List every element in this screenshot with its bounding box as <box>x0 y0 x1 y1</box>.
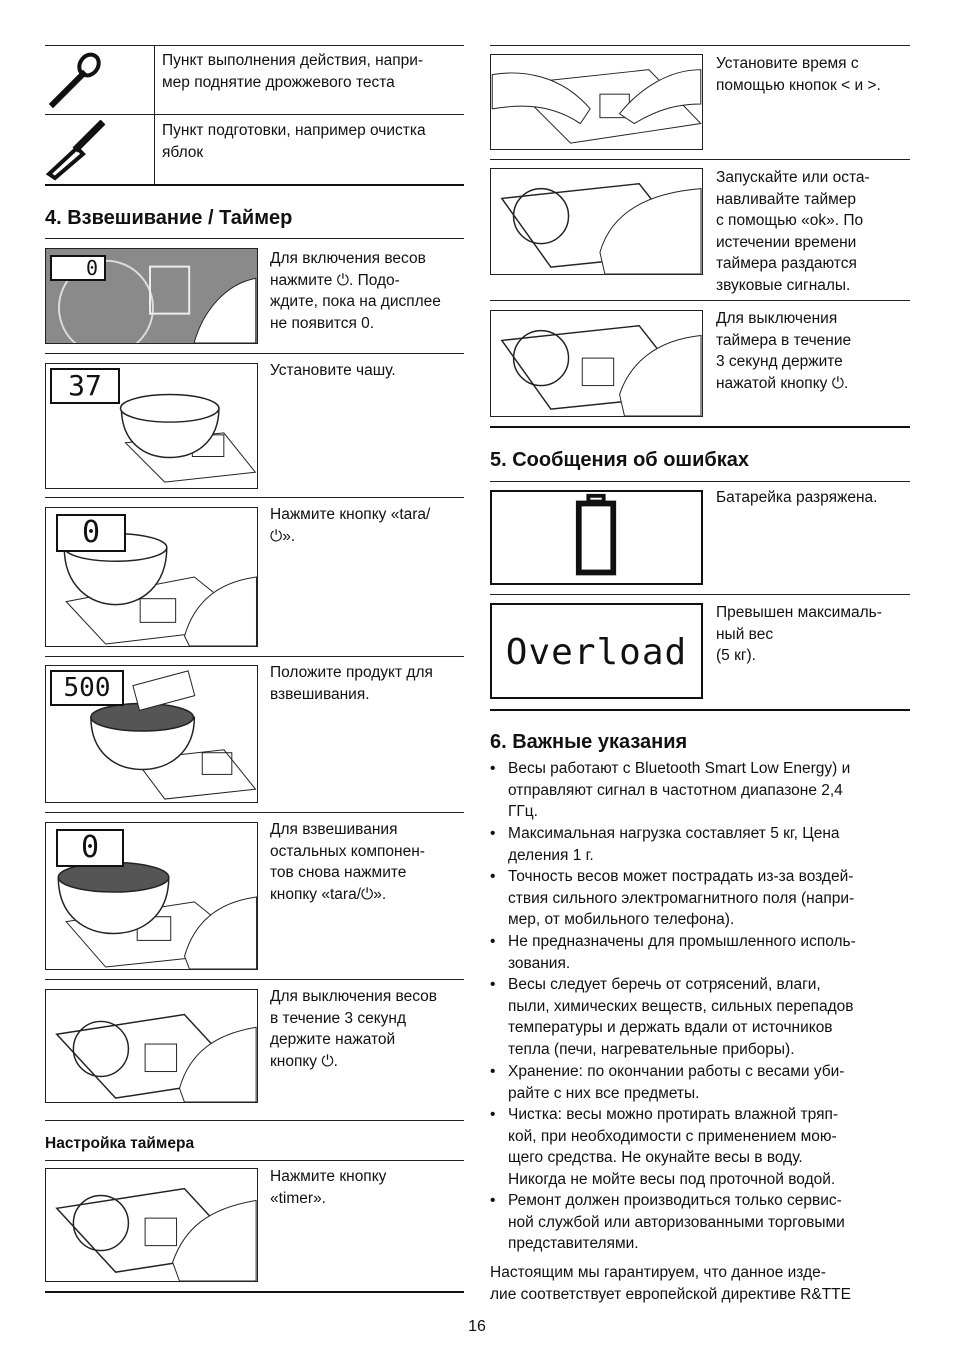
step-text: Установите чашу. <box>270 362 396 379</box>
bullet-item: • Чистка: весы можно протирать влажной тряп- кой, при необходимости с применением мою- щего средства. Не окунайте весы в воду. Никогда не мойте весы под проточной водой. <box>490 1106 839 1188</box>
step-text: Положите продукт для взвешивания. <box>270 664 433 703</box>
step-image-add-product <box>45 665 258 803</box>
bullet-item: • Максимальная нагрузка составляет 5 кг, Цена деления 1 г. <box>490 825 840 864</box>
lcd-display: 37 <box>50 368 120 404</box>
legend-text-prep: Пункт подготовки, например очистка яблок <box>162 122 426 161</box>
step-text: Для выключения весов в течение 3 секунд держите нажатой кнопку ⏻. <box>270 988 437 1070</box>
step-image-bowl <box>45 363 258 489</box>
lcd-display: 500 <box>50 670 124 706</box>
page-number: 16 <box>468 1318 486 1335</box>
error-text-battery: Батарейка разряжена. <box>716 489 878 506</box>
step-image-stop-timer <box>490 310 703 417</box>
lcd-display: 0 <box>56 829 124 867</box>
section4-title: 4. Взвешивание / Таймер <box>45 207 293 229</box>
bullet-item: • Хранение: по окончании работы с весами уби- райте с них все предметы. <box>490 1063 845 1102</box>
step-image-tara <box>45 507 258 647</box>
step-text: Для взвешивания остальных компонен- тов снова нажмите кнопку «tara/⏻». <box>270 821 425 903</box>
step-text: Нажмите кнопку «timer». <box>270 1168 387 1207</box>
step-text: Для включения весов нажмите ⏻. Подо- ждите, пока на дисплее не появится 0. <box>270 250 441 332</box>
legend-text-action: Пункт выполнения действия, напри- мер поднятие дрожжевого теста <box>162 52 424 91</box>
right-step-text: Установите время с помощью кнопок < и >. <box>716 55 881 94</box>
bullet-item: • Весы работают с Bluetooth Smart Low Energy) и отправляют сигнал в частотном диапазоне 2,4 ГГц. <box>490 760 851 820</box>
knife-icon <box>45 120 107 182</box>
declaration-text: Настоящим мы гарантируем, что данное изде- лие соответствует европейской директиве R&TTE <box>490 1264 851 1303</box>
step-image-set-time <box>490 54 703 150</box>
step-image-start-timer <box>490 168 703 275</box>
step-image-tara-again <box>45 822 258 970</box>
right-step-text: Для выключения таймера в течение 3 секунд держите нажатой кнопку ⏻. <box>716 310 852 392</box>
timer-subtitle: Настройка таймера <box>45 1135 195 1152</box>
error-display-overload <box>490 603 703 699</box>
step-image-power-on <box>45 248 258 344</box>
error-display-battery <box>490 490 703 585</box>
bullet-item: • Весы следует беречь от сотрясений, влаги, пыли, химических веществ, сильных перепадов температуры и держать вдали от источников тепла (печи, нагревательные приборы). <box>490 976 854 1058</box>
bullet-item: • Не предназначены для промышленного исполь- зования. <box>490 933 856 972</box>
bullet-item: • Точность весов может пострадать из-за воздей- ствия сильного электромагнитного поля (напри- мер, от мобильного телефона). <box>490 868 855 928</box>
step-text: Нажмите кнопку «tara/ ⏻». <box>270 506 431 545</box>
step-image-timer <box>45 1168 258 1282</box>
step-image-power-off <box>45 989 258 1103</box>
bullet-item: • Ремонт должен производиться только сервис- ной службой или авторизованными торговыми представителями. <box>490 1192 845 1252</box>
error-text-overload: Превышен максималь- ный вес (5 кг). <box>716 604 882 664</box>
section6-title: 6. Важные указания <box>490 731 688 753</box>
spoon-icon <box>45 50 105 110</box>
right-step-text: Запускайте или оста- навливайте таймер с помощью «ok». По истечении времени таймера раздаются звуковые сигналы. <box>716 169 870 294</box>
overload-text: Overload <box>505 632 688 673</box>
lcd-display: 0 <box>56 514 126 552</box>
section5-title: 5. Сообщения об ошибках <box>490 449 749 471</box>
lcd-display: 0 <box>50 255 106 281</box>
